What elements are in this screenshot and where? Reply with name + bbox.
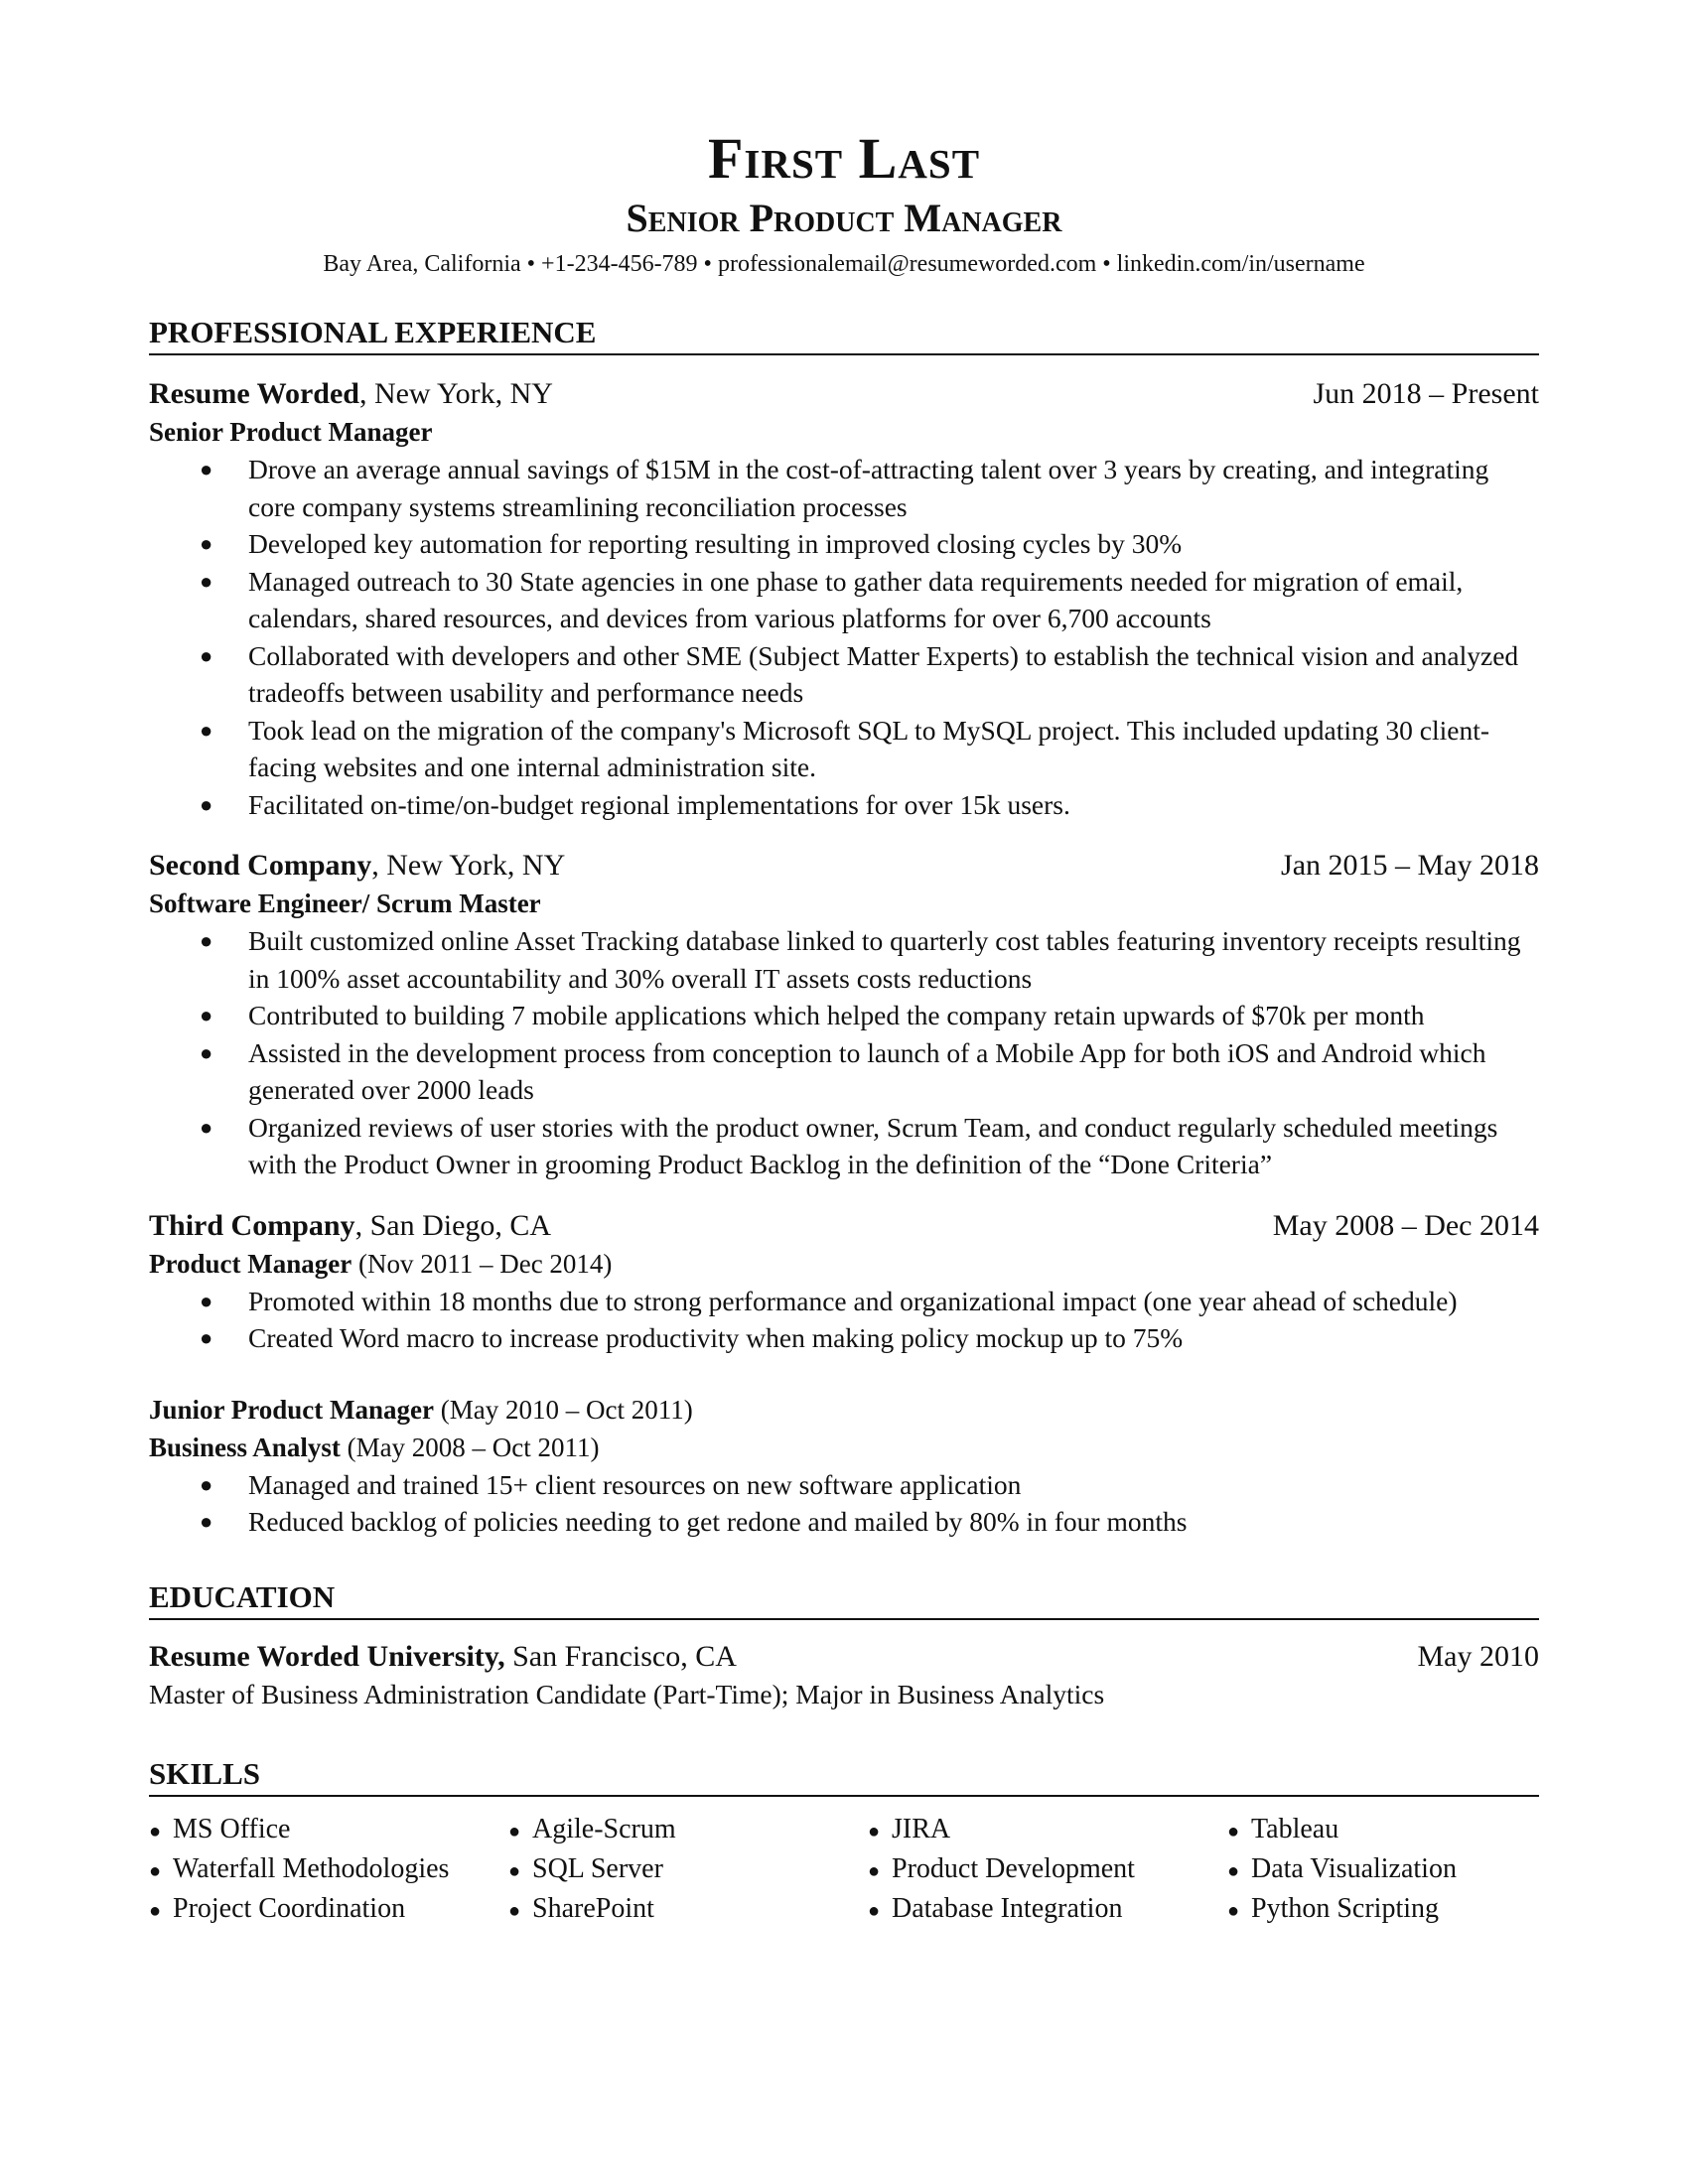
bullet-text: Organized reviews of user stories with the product owner, Scrum Team, and conduct regularly scheduled meetings with the Product Owner in grooming Product Backlog in the definition of the “Done Criteria” [248, 1111, 1498, 1179]
bullet-dot-icon: ● [200, 531, 213, 556]
skill-dot-icon: ● [868, 1899, 881, 1922]
bullet-item [149, 1503, 1539, 1541]
bullet-text: Developed key automation for reporting resulting in improved closing cycles by 30% [248, 528, 1183, 559]
education-school-line [149, 1638, 737, 1676]
job-dates: Jan 2015 – May 2018 [1281, 849, 1539, 882]
bullet-item [149, 1466, 1539, 1504]
resume-content [149, 127, 1539, 1930]
skill-item [1227, 1890, 1539, 1930]
degree-description: Master of Business Administration Candidate (Part-Time); Major in Business Analytics [149, 1678, 1105, 1709]
skills-column [1227, 1811, 1539, 1930]
skill-dot-icon: ● [868, 1820, 881, 1843]
skill-item [508, 1811, 868, 1850]
bullet-dot-icon: ● [200, 1509, 213, 1534]
skill-item [508, 1890, 868, 1930]
skill-item [149, 1850, 508, 1890]
skills-column [868, 1811, 1227, 1930]
bullet-item [149, 1283, 1539, 1320]
job-header [149, 1207, 1539, 1245]
experience-list [149, 375, 1539, 1541]
role-title: Senior Product Manager [149, 417, 433, 447]
skills-column [149, 1811, 508, 1930]
education-date: May 2010 [1417, 1639, 1539, 1673]
skills-column [508, 1811, 868, 1930]
role-period: (May 2010 – Oct 2011) [434, 1394, 693, 1425]
skill-dot-icon: ● [149, 1820, 162, 1843]
bullet-text: Took lead on the migration of the company's Microsoft SQL to MySQL project. This included updating 30 client-facing websites and one internal administration site. [248, 714, 1489, 782]
bullet-dot-icon: ● [200, 1325, 213, 1350]
company-location: , New York, NY [371, 849, 566, 882]
bullet-item [149, 1034, 1539, 1109]
bullet-list [149, 922, 1539, 1183]
bullet-dot-icon: ● [200, 1003, 213, 1027]
role-line [149, 1391, 1539, 1429]
bullet-list [149, 451, 1539, 823]
role-line [149, 1245, 1539, 1283]
skill-dot-icon: ● [1227, 1859, 1240, 1882]
bullet-item [149, 451, 1539, 525]
bullet-dot-icon: ● [200, 1288, 213, 1313]
bullet-dot-icon: ● [200, 717, 213, 743]
role-period: (Nov 2011 – Dec 2014) [352, 1248, 613, 1279]
skill-dot-icon: ● [508, 1859, 521, 1882]
skill-item [868, 1850, 1227, 1890]
bullet-dot-icon: ● [200, 457, 213, 481]
bullet-text: Facilitated on-time/on-budget regional implementations for over 15k users. [248, 788, 1070, 820]
skill-dot-icon: ● [1227, 1820, 1240, 1843]
job-header [149, 375, 1539, 413]
skill-item [508, 1850, 868, 1890]
bullet-item [149, 997, 1539, 1034]
role-title: Software Engineer/ Scrum Master [149, 888, 541, 918]
bullet-item [149, 922, 1539, 997]
skill-item [868, 1890, 1227, 1930]
skill-label: Product Development [892, 1852, 1135, 1884]
skill-label: MS Office [173, 1813, 291, 1844]
skill-item [1227, 1850, 1539, 1890]
bullet-text: Assisted in the development process from conception to launch of a Mobile App for both iOS and Android which generated over 2000 leads [248, 1036, 1486, 1105]
role-title: Junior Product Manager [149, 1394, 434, 1425]
company-name: Second Company [149, 849, 372, 882]
skill-label: Database Integration [892, 1892, 1123, 1924]
skill-label: Waterfall Methodologies [173, 1852, 450, 1884]
skill-label: Data Visualization [1251, 1852, 1457, 1884]
bullet-item [149, 1319, 1539, 1357]
bullet-item [149, 637, 1539, 712]
school-name: Resume Worded University, [149, 1639, 505, 1673]
skill-item [1227, 1811, 1539, 1850]
skill-label: SharePoint [532, 1892, 654, 1924]
bullet-dot-icon: ● [200, 568, 213, 594]
skill-dot-icon: ● [1227, 1899, 1240, 1922]
skill-label: Agile-Scrum [532, 1813, 676, 1844]
education-heading: EDUCATION [149, 1580, 1539, 1620]
bullet-item [149, 1109, 1539, 1183]
skill-dot-icon: ● [508, 1899, 521, 1922]
skill-dot-icon: ● [508, 1820, 521, 1843]
bullet-text: Drove an average annual savings of $15M in the cost-of-attracting talent over 3 years by creating, and integrating core company systems streamlining reconciliation processes [248, 454, 1489, 522]
job-dates: May 2008 – Dec 2014 [1272, 1208, 1539, 1242]
bullet-text: Managed outreach to 30 State agencies in one phase to gather data requirements needed for migration of email, calendars, shared resources, and devices from various platforms for over 6,700 accounts [248, 565, 1464, 633]
job-company-line [149, 375, 553, 413]
bullet-item [149, 786, 1539, 824]
contact-line: Bay Area, California • +1-234-456-789 • professionalemail@resumeworded.com • linkedin.com/in/username [323, 251, 1365, 277]
role-period: (May 2008 – Oct 2011) [340, 1432, 600, 1462]
bullet-text: Contributed to building 7 mobile applications which helped the company retain upwards of $70k per month [248, 1000, 1425, 1030]
skill-item [868, 1811, 1227, 1850]
bullet-dot-icon: ● [200, 1114, 213, 1140]
job-company-line [149, 1207, 551, 1245]
job-company-line [149, 847, 565, 885]
skill-label: SQL Server [532, 1852, 663, 1884]
company-location: , New York, NY [358, 377, 553, 410]
bullet-text: Managed and trained 15+ client resources on new software application [248, 1468, 1022, 1500]
bullet-item [149, 563, 1539, 637]
bullet-item [149, 525, 1539, 563]
skills-grid [149, 1811, 1539, 1930]
role-title: Business Analyst [149, 1432, 341, 1462]
role-title: Product Manager [149, 1248, 352, 1279]
bullet-text: Created Word macro to increase productivity when making policy mockup up to 75% [248, 1322, 1184, 1353]
skill-item [149, 1890, 508, 1930]
company-name: Resume Worded [149, 377, 359, 410]
skill-dot-icon: ● [149, 1899, 162, 1922]
skill-item [149, 1811, 508, 1850]
bullet-item [149, 712, 1539, 786]
education-entry [149, 1638, 1539, 1676]
skill-label: Python Scripting [1251, 1892, 1440, 1924]
bullet-dot-icon: ● [200, 928, 213, 953]
bullet-text: Collaborated with developers and other SME (Subject Matter Experts) to establish the technical vision and analyzed tradeoffs between usability and performance needs [248, 639, 1519, 708]
bullet-dot-icon: ● [200, 1039, 213, 1065]
skills-heading: SKILLS [149, 1757, 1539, 1797]
candidate-name: First Last [707, 126, 981, 191]
skill-label: Tableau [1251, 1813, 1339, 1844]
school-location: San Francisco, CA [504, 1639, 737, 1673]
candidate-title: Senior Product Manager [626, 196, 1062, 240]
bullet-list [149, 1466, 1539, 1541]
bullet-dot-icon: ● [200, 791, 213, 817]
bullet-text: Built customized online Asset Tracking database linked to quarterly cost tables featuring inventory receipts resulting in 100% asset accountability and 30% overall IT assets costs reductions [248, 925, 1521, 994]
role-line [149, 1429, 1539, 1466]
bullet-text: Reduced backlog of policies needing to get redone and mailed by 80% in four months [248, 1506, 1188, 1537]
skill-dot-icon: ● [868, 1859, 881, 1882]
bullet-dot-icon: ● [200, 1471, 213, 1497]
role-line [149, 413, 1539, 451]
skill-dot-icon: ● [149, 1859, 162, 1882]
job-header [149, 847, 1539, 885]
experience-heading: PROFESSIONAL EXPERIENCE [149, 316, 1539, 355]
company-location: , San Diego, CA [354, 1208, 552, 1242]
skill-label: JIRA [892, 1813, 951, 1844]
bullet-dot-icon: ● [200, 642, 213, 668]
bullet-text: Promoted within 18 months due to strong performance and organizational impact (one year ahead of schedule) [248, 1285, 1458, 1316]
role-line [149, 885, 1539, 922]
job-dates: Jun 2018 – Present [1313, 377, 1539, 410]
skill-label: Project Coordination [173, 1892, 406, 1924]
company-name: Third Company [149, 1208, 355, 1242]
bullet-list [149, 1283, 1539, 1357]
